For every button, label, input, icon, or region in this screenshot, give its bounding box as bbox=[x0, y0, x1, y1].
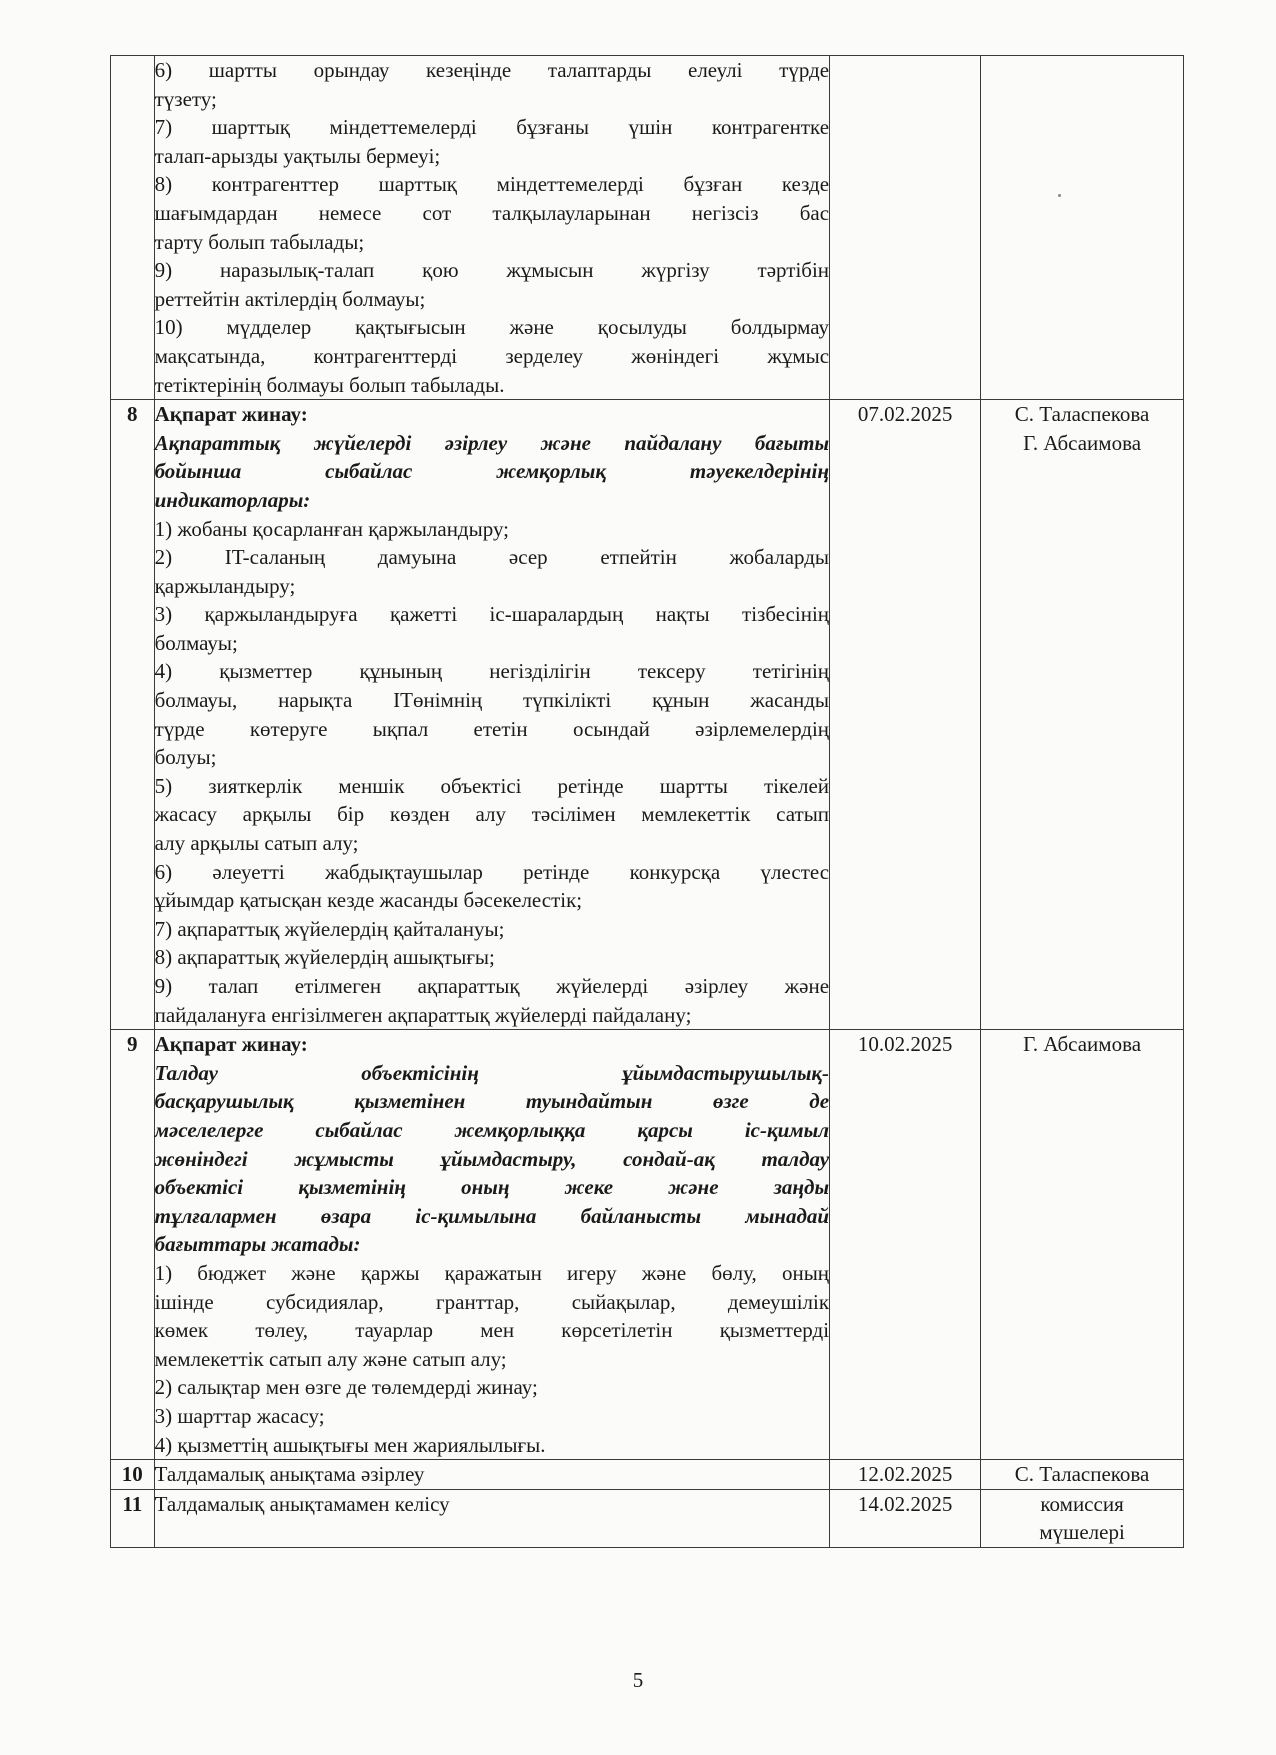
row-description-cell bbox=[154, 1489, 829, 1547]
row-responsible-cell bbox=[981, 400, 1184, 1030]
row-description-cell bbox=[154, 56, 829, 400]
text-line: индикаторлары: bbox=[154, 487, 311, 512]
responsible-name: Г. Абсаимова bbox=[1023, 430, 1142, 455]
table-row bbox=[111, 1489, 1184, 1547]
text-line: 1) жобаны қосарланған қаржыландыру; bbox=[154, 516, 510, 541]
text-line: болуы; bbox=[154, 745, 217, 770]
text-line: 7) ақпараттық жүйелердің қайталануы; bbox=[154, 916, 505, 941]
text-line: 8) контрагенттер шарттық міндеттемелерді бұзған кезде bbox=[154, 172, 830, 197]
row-date-cell: 14.02.2025 bbox=[830, 1489, 981, 1547]
text-line: 2) салықтар мен өзге де төлемдерді жинау; bbox=[154, 1375, 538, 1400]
text-line: түрде көтеруге ықпал ететін осындай әзірлемелердің bbox=[154, 716, 830, 741]
text-line: тұлғалармен өзара іс-қимылына байланысты мынадай bbox=[154, 1203, 830, 1228]
text-line: Ақпараттық жүйелерді әзірлеу және пайдалану бағыты bbox=[154, 430, 830, 455]
responsible-name: комиссия bbox=[1040, 1491, 1124, 1516]
row-date-cell bbox=[830, 56, 981, 400]
text-line: 4) қызметтер құнының негізділігін тексеру тетігінің bbox=[154, 659, 830, 684]
text-line: түзету; bbox=[154, 86, 217, 111]
scan-speck bbox=[1058, 194, 1061, 197]
row-responsible-cell bbox=[981, 1030, 1184, 1460]
table-row bbox=[111, 1460, 1184, 1490]
row-responsible-cell bbox=[981, 1460, 1184, 1490]
text-line: алу арқылы сатып алу; bbox=[154, 831, 359, 856]
text-line: ұйымдар қатысқан кезде жасанды бәсекелестік; bbox=[154, 888, 583, 913]
text-line: мақсатында, контрагенттерді зерделеу жөніндегі жұмыс bbox=[154, 343, 830, 368]
row-number-cell: 8 bbox=[111, 400, 155, 1030]
text-line: Талдамалық анықтамамен келісу bbox=[154, 1491, 450, 1516]
text-line: мәселелерге сыбайлас жемқорлыққа қарсы іс-қимыл bbox=[154, 1117, 830, 1142]
row-description-cell bbox=[154, 1030, 829, 1460]
plan-table bbox=[110, 55, 1184, 1548]
text-line: тетіктерінің болмауы болып табылады. bbox=[154, 372, 505, 397]
text-line: Талдамалық анықтама әзірлеу bbox=[154, 1462, 425, 1487]
text-line: шағымдардан немесе сот талқылауларынан негізсіз бас bbox=[154, 200, 830, 225]
text-line: 7) шарттық міндеттемелерді бұзғаны үшін контрагентке bbox=[154, 115, 830, 140]
row-responsible-cell bbox=[981, 1489, 1184, 1547]
row-date-cell: 10.02.2025 bbox=[830, 1030, 981, 1460]
table-row bbox=[111, 1030, 1184, 1460]
row-date-cell: 07.02.2025 bbox=[830, 400, 981, 1030]
text-line: 1) бюджет және қаржы қаражатын игеру және бөлу, оның bbox=[154, 1260, 830, 1285]
text-line: жөніндегі жұмысты ұйымдастыру, сондай-ақ талдау bbox=[154, 1146, 830, 1171]
text-line: реттейтін актілердің болмауы; bbox=[154, 286, 426, 311]
row-number-cell: 10 bbox=[111, 1460, 155, 1490]
text-line: ішінде субсидиялар, гранттар, сыйақылар, демеушілік bbox=[154, 1289, 830, 1314]
text-line: Талдау объектісінің ұйымдастырушылық- bbox=[154, 1060, 830, 1085]
row-subheading bbox=[155, 429, 829, 515]
responsible-name: С. Таласпекова bbox=[1014, 1462, 1150, 1487]
row-heading: Ақпарат жинау: bbox=[154, 402, 308, 427]
table-row bbox=[111, 56, 1184, 400]
text-line: болмауы, нарықта ITөнімнің түпкілікті құнын жасанды bbox=[154, 688, 830, 713]
row-description-cell bbox=[154, 1460, 829, 1490]
row-date-cell: 12.02.2025 bbox=[830, 1460, 981, 1490]
text-line: мемлекеттік сатып алу және сатып алу; bbox=[154, 1346, 507, 1371]
text-line: басқарушылық қызметінен туындайтын өзге де bbox=[154, 1089, 830, 1114]
responsible-name: Г. Абсаимова bbox=[1023, 1032, 1142, 1057]
text-line: тарту болып табылады; bbox=[154, 229, 365, 254]
text-line: 4) қызметтің ашықтығы мен жариялылығы. bbox=[154, 1432, 546, 1457]
responsible-name: мүшелері bbox=[1039, 1520, 1125, 1545]
row-description-cell bbox=[154, 400, 829, 1030]
row-subheading bbox=[155, 1059, 829, 1259]
text-line: 10) мүдделер қақтығысын және қосылуды болдырмау bbox=[154, 315, 830, 340]
row-number-cell: 9 bbox=[111, 1030, 155, 1460]
text-line: 5) зияткерлік меншік объектісі ретінде шартты тікелей bbox=[154, 773, 830, 798]
row-heading: Ақпарат жинау: bbox=[154, 1032, 308, 1057]
text-line: талап-арызды уақтылы бермеуі; bbox=[154, 143, 441, 168]
page-number: 5 bbox=[632, 1668, 644, 1692]
text-line: 6) әлеуетті жабдықтаушылар ретінде конкурсқа үлестес bbox=[154, 859, 830, 884]
text-line: көмек төлеу, тауарлар мен көрсетілетін қызметтерді bbox=[154, 1318, 830, 1343]
text-line: пайдалануға енгізілмеген ақпараттық жүйелерді пайдалану; bbox=[154, 1002, 692, 1027]
text-line: жасасу арқылы бір көзден алу тәсілімен мемлекеттік сатып bbox=[154, 802, 830, 827]
responsible-name: С. Таласпекова bbox=[1014, 402, 1150, 427]
row-number-cell bbox=[111, 56, 155, 400]
text-line: 3) шарттар жасасу; bbox=[154, 1403, 325, 1428]
text-line: объектісі қызметінің оның жеке және заңды bbox=[154, 1175, 830, 1200]
text-line: 6) шартты орындау кезеңінде талаптарды елеулі түрде bbox=[154, 58, 830, 82]
row-number-cell: 11 bbox=[111, 1489, 155, 1547]
text-line: бағыттары жатады: bbox=[154, 1232, 361, 1257]
text-line: 8) ақпараттық жүйелердің ашықтығы; bbox=[154, 945, 495, 970]
text-line: бойынша сыбайлас жемқорлық тәуекелдерінің bbox=[154, 459, 830, 484]
text-line: қаржыландыру; bbox=[154, 573, 296, 598]
row-responsible-cell bbox=[981, 56, 1184, 400]
text-line: 9) наразылық-талап қою жұмысын жүргізу тәртібін bbox=[154, 258, 830, 283]
text-line: 3) қаржыландыруға қажетті іс-шаралардың нақты тізбесінің bbox=[154, 602, 830, 627]
text-line: болмауы; bbox=[154, 630, 238, 655]
text-line: 2) IT-саланың дамуына әсер етпейтін жобаларды bbox=[154, 545, 830, 570]
text-line: 9) талап етілмеген ақпараттық жүйелерді әзірлеу және bbox=[154, 974, 830, 998]
table-row bbox=[111, 400, 1184, 1030]
